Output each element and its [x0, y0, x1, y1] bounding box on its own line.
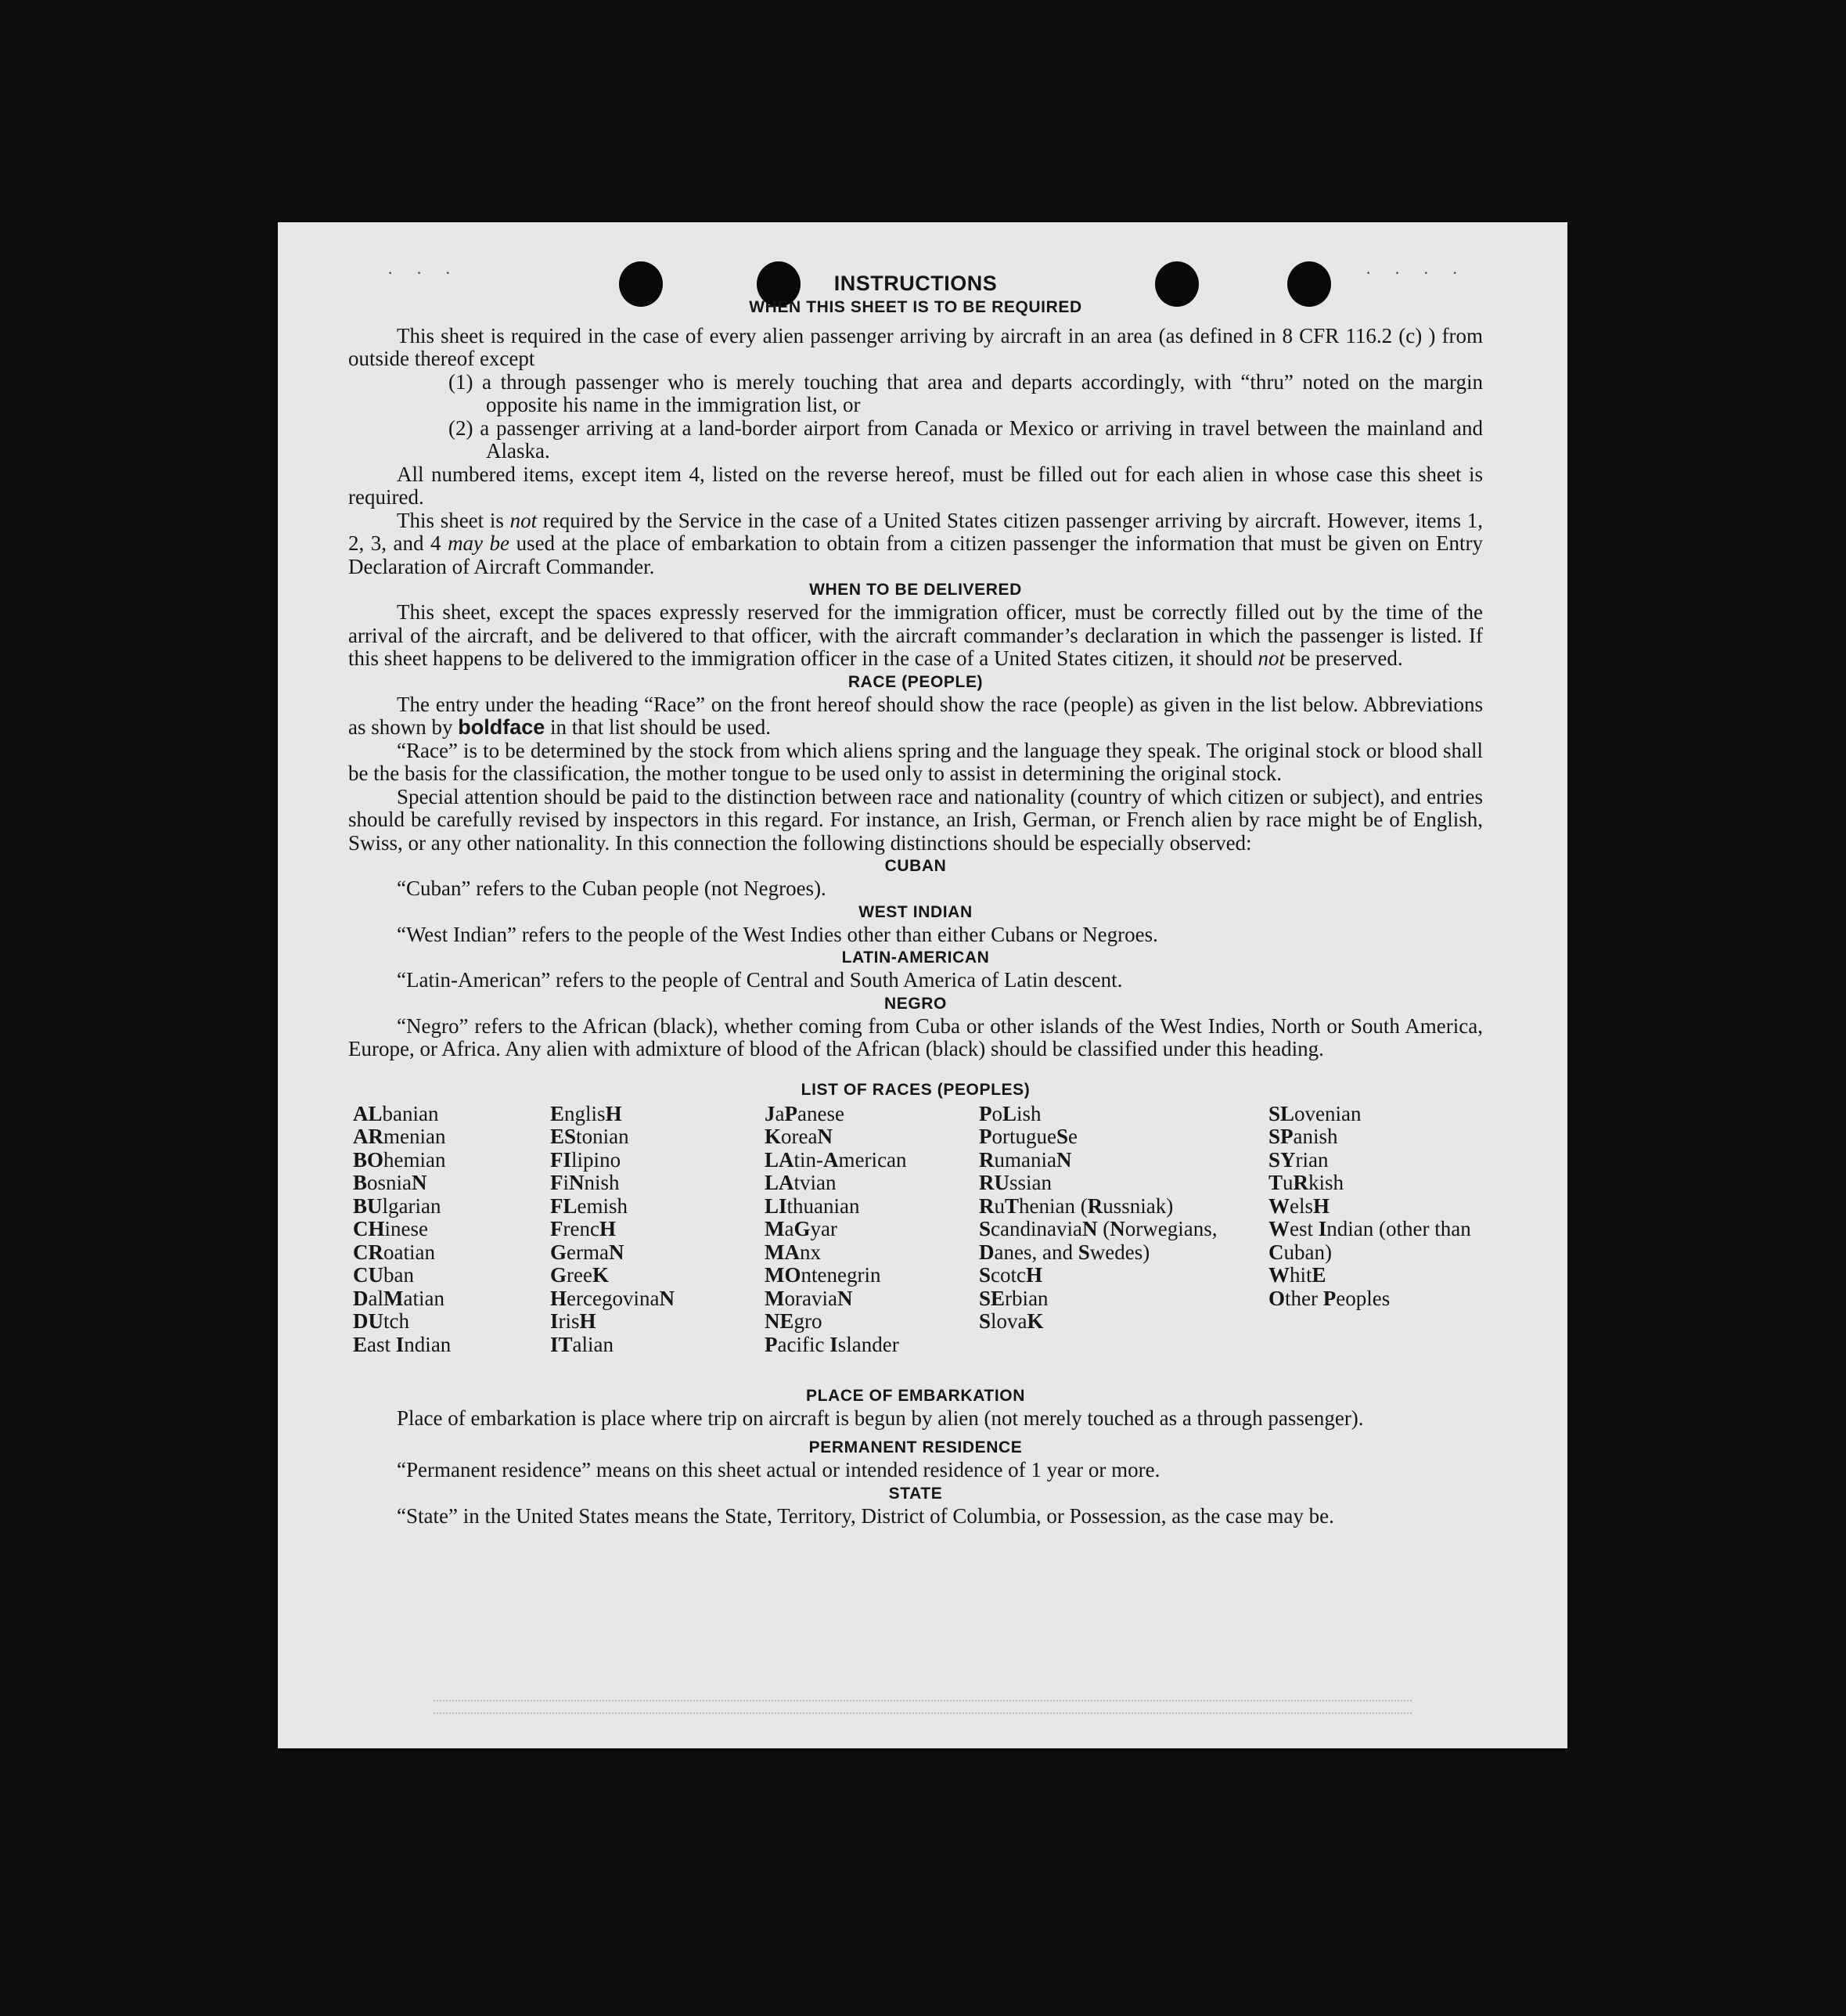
- race-entry: DalMatian: [353, 1286, 444, 1310]
- section-heading-cuban: CUBAN: [884, 857, 947, 875]
- races-column-3: [765, 1103, 968, 1357]
- race-entry: LIthuanian: [765, 1193, 860, 1218]
- race-entry: IrisH: [550, 1309, 596, 1333]
- races-column-5: [1268, 1103, 1480, 1311]
- bleed-through-lines: [278, 1694, 1567, 1725]
- races-column-2: [550, 1103, 746, 1357]
- numbered-items-paragraph: All numbered items, except item 4, listed on the reverse hereof, must be filled out for each alien in whose case this sheet is required.: [348, 462, 1483, 509]
- section-heading-required: WHEN THIS SHEET IS TO BE REQUIRED: [749, 297, 1082, 316]
- race-entry: SErbian: [979, 1286, 1049, 1310]
- race-entry: ITalian: [550, 1332, 614, 1356]
- race-entry: ARmenian: [353, 1125, 446, 1148]
- race-entry: RUssian: [979, 1171, 1053, 1194]
- race-entry: DUtch: [353, 1309, 409, 1333]
- races-column-1: [353, 1103, 533, 1357]
- cuban-definition: “Cuban” refers to the Cuban people (not Negroes).: [397, 877, 826, 900]
- race-entry: CHinese: [353, 1217, 429, 1240]
- races-list: [348, 1103, 1483, 1384]
- section-heading-west-indian: WEST INDIAN: [858, 902, 973, 921]
- race-entry: FLemish: [550, 1193, 628, 1218]
- race-entry: FrencH: [550, 1217, 616, 1240]
- race-paragraph-1: The entry under the heading “Race” on the front hereof should show the race (people) as given in the list below. Abbreviations as shown by boldface in that list should be used.: [348, 692, 1483, 739]
- section-heading-embarkation: PLACE OF EMBARKATION: [806, 1386, 1025, 1405]
- embarkation-definition: Place of embarkation is place where trip on aircraft is begun by alien (not merely touched as a through passenger).: [397, 1406, 1364, 1430]
- race-entry: BOhemian: [353, 1147, 446, 1172]
- race-entry: WhitE: [1268, 1263, 1326, 1287]
- race-entry: LAtvian: [765, 1171, 837, 1194]
- page-title: INSTRUCTIONS: [833, 272, 998, 295]
- negro-definition: “Negro” refers to the African (black), whether coming from Cuba or other islands of the West Indies, North or South America, Europe, or Africa. Any alien with admixture of blood of the African (black) should be classified under this heading.: [348, 1013, 1483, 1060]
- race-entry: ALbanian: [353, 1101, 439, 1125]
- race-entry: PortugueSe: [979, 1125, 1078, 1148]
- race-entry: FiNnish: [550, 1171, 620, 1194]
- race-entry: TuRkish: [1268, 1171, 1344, 1194]
- race-entry: MoraviaN: [765, 1286, 853, 1310]
- residence-definition: “Permanent residence” means on this sheet actual or intended residence of 1 year or more.: [397, 1458, 1160, 1481]
- section-heading-residence: PERMANENT RESIDENCE: [808, 1438, 1023, 1456]
- state-definition: “State” in the United States means the State, Territory, District of Columbia, or Possession, as the case may be.: [397, 1503, 1334, 1528]
- race-entry: MOntenegrin: [765, 1263, 881, 1287]
- section-heading-state: STATE: [888, 1484, 943, 1503]
- race-entry: BUlgarian: [353, 1193, 441, 1218]
- race-entry: Other Peoples: [1268, 1286, 1391, 1310]
- citizen-paragraph: This sheet is not required by the Service in the case of a United States citizen passenger arriving by aircraft. However, items 1, 2, 3, and 4 may be used at the place of embarkation to obtain from a citizen passenger the information that must be given on Entry Declaration of Aircraft Commander.: [348, 508, 1484, 578]
- race-paragraph-2: “Race” is to be determined by the stock from which aliens spring and the language they speak. The original stock or blood shall be the basis for the classification, the mother tongue to be used only to assist in determining the original stock.: [348, 738, 1483, 785]
- document-sheet: [278, 222, 1567, 1748]
- race-entry: West Indian (other than Cuban): [1268, 1217, 1471, 1264]
- race-entry: BosniaN: [353, 1171, 427, 1194]
- race-entry: EnglisH: [550, 1101, 622, 1125]
- race-entry: KoreaN: [765, 1125, 833, 1148]
- race-entry: MaGyar: [765, 1217, 837, 1240]
- race-entry: RumaniaN: [979, 1147, 1072, 1172]
- race-entry: SlovaK: [979, 1309, 1044, 1333]
- race-entry: ScandinaviaN (Norwegians, Danes, and Swedes): [979, 1217, 1218, 1264]
- section-heading-negro: NEGRO: [883, 994, 947, 1013]
- race-entry: HercegovinaN: [550, 1286, 675, 1310]
- race-entry: GreeK: [550, 1263, 609, 1287]
- race-entry: RuThenian (Russniak): [979, 1193, 1174, 1218]
- races-column-4: [979, 1103, 1231, 1334]
- race-entry: SYrian: [1268, 1147, 1329, 1172]
- exception-item-2: (2) a passenger arriving at a land-border airport from Canada or Mexico or arriving in travel between the mainland and Alaska.: [448, 416, 1483, 463]
- race-entry: WelsH: [1268, 1193, 1330, 1218]
- race-entry: CUban: [353, 1263, 414, 1287]
- exception-item-1: (1) a through passenger who is merely touching that area and departs accordingly, with “thru” noted on the margin opposite his name in the immigration list, or: [448, 369, 1483, 416]
- race-entry: SLovenian: [1268, 1101, 1362, 1125]
- race-entry: LAtin-American: [765, 1147, 907, 1172]
- west-indian-definition: “West Indian” refers to the people of the West Indies other than either Cubans or Negroes.: [397, 922, 1158, 946]
- race-entry: Pacific Islander: [765, 1332, 899, 1356]
- delivery-paragraph: This sheet, except the spaces expressly reserved for the immigration officer, must be correctly filled out by the time of the arrival of the aircraft, and be delivered to that officer, with the aircraft commander’s declaration in which the passenger is listed. If this sheet happens to be delivered to the immigration officer in the case of a United States citizen, it should not be preserved.: [348, 600, 1483, 670]
- race-paragraph-3: Special attention should be paid to the distinction between race and nationality (country of which citizen or subject), and entries should be carefully revised by inspectors in this regard. For instance, an Irish, German, or French alien by race might be of English, Swiss, or any other nationality. In this connection the following distinctions should be especially observed:: [348, 784, 1483, 855]
- race-entry: NEgro: [765, 1309, 822, 1333]
- section-heading-race: RACE (PEOPLE): [847, 672, 984, 691]
- intro-paragraph: This sheet is required in the case of every alien passenger arriving by aircraft in an area (as defined in 8 CFR 116.2 (c) ) from outside thereof except: [348, 323, 1483, 370]
- section-heading-delivered: WHEN TO BE DELIVERED: [809, 581, 1022, 599]
- race-entry: SPanish: [1268, 1125, 1338, 1148]
- race-entry: FIlipino: [550, 1147, 621, 1172]
- race-entry: East Indian: [353, 1332, 452, 1356]
- race-entry: MAnx: [765, 1240, 821, 1264]
- section-heading-races-list: LIST OF RACES (PEOPLES): [801, 1080, 1031, 1099]
- race-entry: JaPanese: [765, 1101, 844, 1125]
- latin-american-definition: “Latin-American” refers to the people of Central and South America of Latin descent.: [397, 968, 1123, 992]
- section-heading-latin-american: LATIN-AMERICAN: [841, 949, 990, 967]
- race-entry: CRoatian: [353, 1240, 435, 1264]
- instructions-body: [348, 272, 1483, 1528]
- scan-specks: · · · ·: [1366, 263, 1467, 283]
- race-entry: PoLish: [979, 1101, 1042, 1125]
- scan-specks: · · ·: [387, 263, 460, 283]
- race-entry: EStonian: [550, 1125, 629, 1148]
- race-entry: GermaN: [550, 1240, 624, 1264]
- race-entry: ScotcH: [979, 1263, 1043, 1287]
